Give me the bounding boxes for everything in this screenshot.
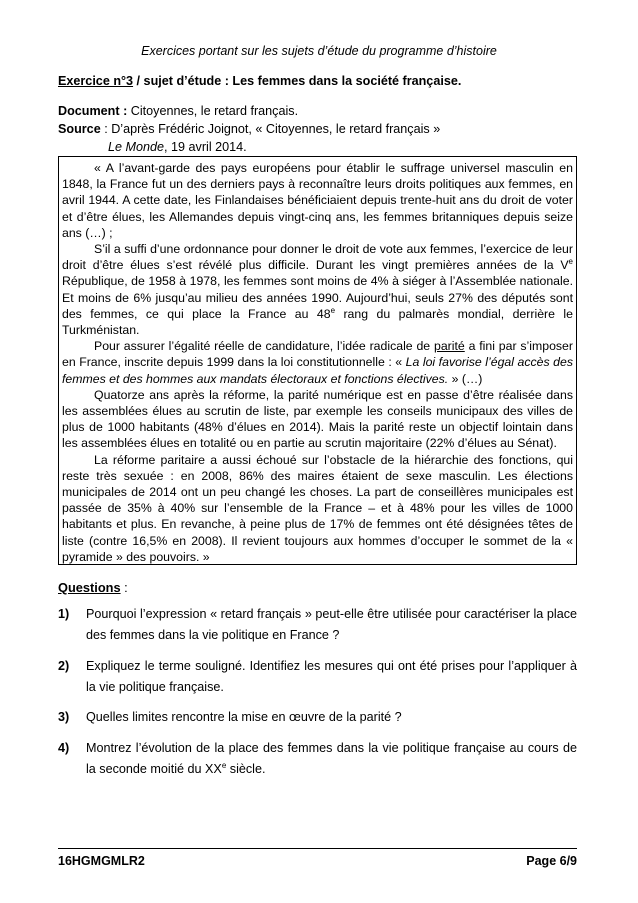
question-2 — [58, 656, 577, 698]
exercise-label: Exercice n°3 — [58, 74, 134, 88]
question-text: Expliquez le terme souligné. Identifiez les mesures qui ont été prises pour l’appliquer à la vie politique française. — [86, 659, 577, 694]
document-text-box — [58, 156, 577, 565]
underlined-term-parite: parité — [433, 339, 465, 354]
question-number: 4) — [58, 741, 70, 755]
question-number: 1) — [58, 607, 70, 621]
source-text: : D’après Frédéric Joignot, « Citoyennes, le retard français » — [100, 122, 441, 136]
text-paragraph-2: S’il a suffi d’une ordonnance pour donner le droit de vote aux femmes, l’exercice de leur droit d’être élues s’est révélé plus difficile. Durant les vingt premières années de la Ve République, de 1958 à 1978, les femmes sont moins de 4% à siéger à l’Assemblée nationale. Et moins de 6% jusqu’au milieu des années 1990. Aujourd’hui, seuls 27% des députés sont des femmes, ce qui place la France au 48e rang du palmarès mondial, derrière le Turkménistan. — [62, 242, 573, 338]
document-info — [58, 102, 440, 156]
question-number: 2) — [58, 659, 70, 673]
text-paragraph-1: « A l’avant-garde des pays européens pour établir le suffrage universel masculin en 1848, la France fut un des derniers pays à reconnaître leurs droits politiques aux femmes, en avril 1944. A cette date, les Finlandaises bénéficiaient depuis trente-huit ans du droit de voter et d’être élues, les Allemandes depuis vingt-cinq ans, les femmes britanniques depuis seize ans (…) ; — [62, 161, 573, 240]
document-label: Document : — [58, 104, 128, 118]
source-date: , 19 avril 2014. — [164, 140, 247, 154]
exercise-subject: / sujet d’étude : Les femmes dans la société française. — [133, 74, 462, 88]
footer-divider — [58, 848, 577, 849]
page-header: Exercices portant sur les sujets d’étude du programme d’histoire — [141, 44, 497, 58]
question-text: Quelles limites rencontre la mise en œuvre de la parité ? — [86, 710, 402, 724]
question-1 — [58, 604, 577, 646]
document-title: Citoyennes, le retard français. — [127, 104, 299, 118]
text-paragraph-5: La réforme paritaire a aussi échoué sur l’obstacle de la hiérarchie des fonctions, qui reste très sexuée : en 2008, 86% des maires étaient de sexe masculin. Les élections municipales de 2014 ont un peu changé les choses. La part de conseillères municipales est passée de 35% à 40% sur l’ensemble de la France – et à 48% pour les villes de 1000 habitants et plus. En revanche, à peine plus de 17% de femmes ont été désignées têtes de liste (contre 16,5% en 2008). Il revient toujours aux hommes d’occuper le sommet de la « pyramide » des pouvoirs. » — [62, 452, 573, 564]
footer-code: 16HGMGMLR2 — [58, 854, 145, 868]
question-number: 3) — [58, 710, 70, 724]
questions-title: Questions : — [58, 580, 128, 595]
question-text: Pourquoi l’expression « retard français » peut-elle être utilisée pour caractériser la place des femmes dans la vie politique en France ? — [86, 607, 577, 642]
exercise-title — [58, 74, 461, 88]
law-quote: La loi favorise l’égal accès des femmes et des hommes aux mandats électoraux et fonctions électives. — [62, 355, 573, 386]
footer-page-number: Page 6/9 — [526, 854, 577, 868]
text-paragraph-4: Quatorze ans après la réforme, la parité numérique est en passe d’être réalisée dans les assemblées élues au scrutin de liste, par exemple les conseils municipaux des villes de plus de 1000 habitants (48% d’élues en 2014). Mais la parité reste un objectif lointain dans les assemblées élues en totalité ou en partie au scrutin majoritaire (22% d’élues au Sénat). — [62, 387, 573, 451]
source-label: Source — [58, 122, 101, 136]
source-publication: Le Monde — [108, 140, 165, 154]
question-3 — [58, 707, 577, 728]
question-text: Montrez l’évolution de la place des femmes dans la vie politique française au cours de la seconde moitié du XXe siècle. — [86, 741, 577, 776]
text-paragraph-3: Pour assurer l’égalité réelle de candidature, l’idée radicale de parité a fini par s’imposer en France, inscrite depuis 1999 dans la loi constitutionnelle : « La loi favorise l’égal accès des femmes et des hommes aux mandats électoraux et fonctions électives. » (…) — [62, 339, 573, 386]
question-4 — [58, 738, 577, 780]
